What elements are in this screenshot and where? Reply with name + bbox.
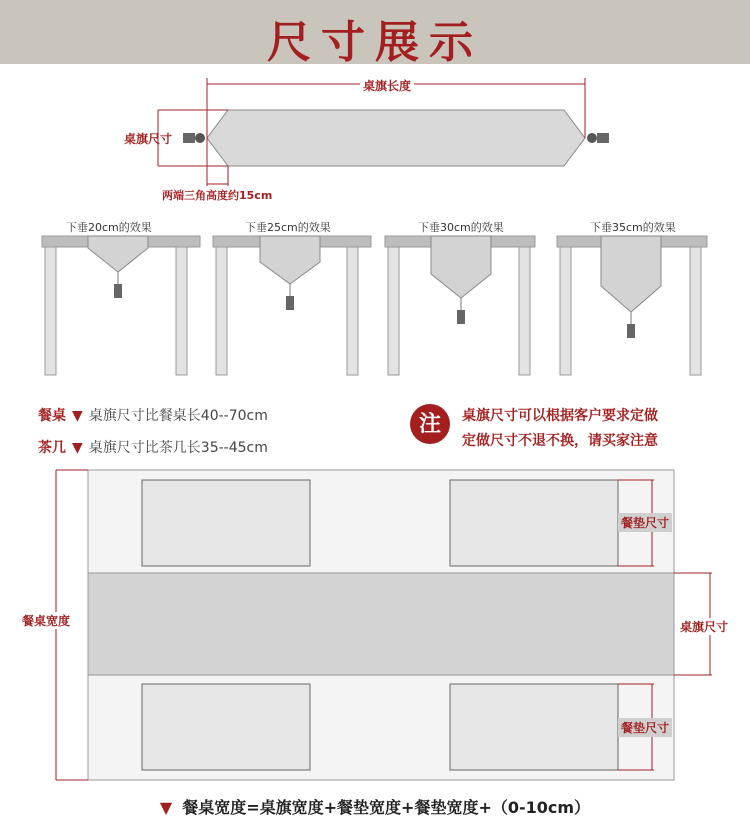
placemat-top-right (450, 480, 618, 566)
formula-text: 餐桌宽度=桌旗宽度+餐垫宽度+餐垫宽度+（0-10cm） (182, 798, 591, 817)
rule-text: 桌旗尺寸比茶几长35--45cm (88, 440, 268, 456)
drape-example-2 (213, 236, 371, 375)
note-line-2: 定做尺寸不退不换，请买家注意 (462, 433, 658, 449)
note-line-1: 桌旗尺寸可以根据客户要求定做 (462, 408, 658, 424)
runner-size-label: 桌旗尺寸 (680, 620, 729, 634)
placemat-top-left (142, 480, 310, 566)
size-label: 桌旗尺寸 (124, 132, 173, 146)
note-badge-icon: 注 (410, 404, 450, 444)
rule-coffee-table (38, 437, 268, 457)
drape-caption-4: 下垂35cm的效果 (590, 221, 676, 234)
tassel-left-fringe (183, 133, 195, 143)
runner-top-diagram (158, 78, 609, 186)
table-width-label: 餐桌宽度 (22, 614, 71, 628)
rule-key: 餐桌 (38, 408, 66, 424)
rule-text: 桌旗尺寸比餐桌长40--70cm (88, 408, 268, 424)
drape-caption-2: 下垂25cm的效果 (245, 221, 331, 234)
page-title: 尺寸展示 (267, 17, 483, 68)
tassel-right-fringe (597, 133, 609, 143)
drape-caption-1: 下垂20cm的效果 (66, 221, 152, 234)
runner-shape (207, 110, 585, 166)
placemat-size-label-top: 餐垫尺寸 (618, 513, 672, 532)
triangle-down-icon: ▼ (72, 408, 83, 424)
placemat-bottom-left (142, 684, 310, 770)
tassel-right (587, 133, 597, 143)
drape-example-3 (385, 236, 535, 375)
table-layout-diagram (56, 470, 712, 780)
rule-key: 茶几 (38, 440, 66, 456)
rule-dining-table (38, 405, 268, 425)
triangle-height-label: 两端三角高度约15cm (162, 189, 273, 202)
runner-strip (88, 573, 674, 675)
width-formula (0, 795, 750, 818)
drape-caption-3: 下垂30cm的效果 (418, 221, 504, 234)
triangle-down-icon: ▼ (159, 798, 173, 817)
drape-example-1 (42, 236, 200, 375)
placemat-bottom-right (450, 684, 618, 770)
triangle-down-icon: ▼ (72, 440, 83, 456)
length-label: 桌旗长度 (360, 77, 414, 94)
tassel-left (195, 133, 205, 143)
drape-example-4 (557, 236, 707, 375)
placemat-size-label-bottom: 餐垫尺寸 (618, 718, 672, 737)
